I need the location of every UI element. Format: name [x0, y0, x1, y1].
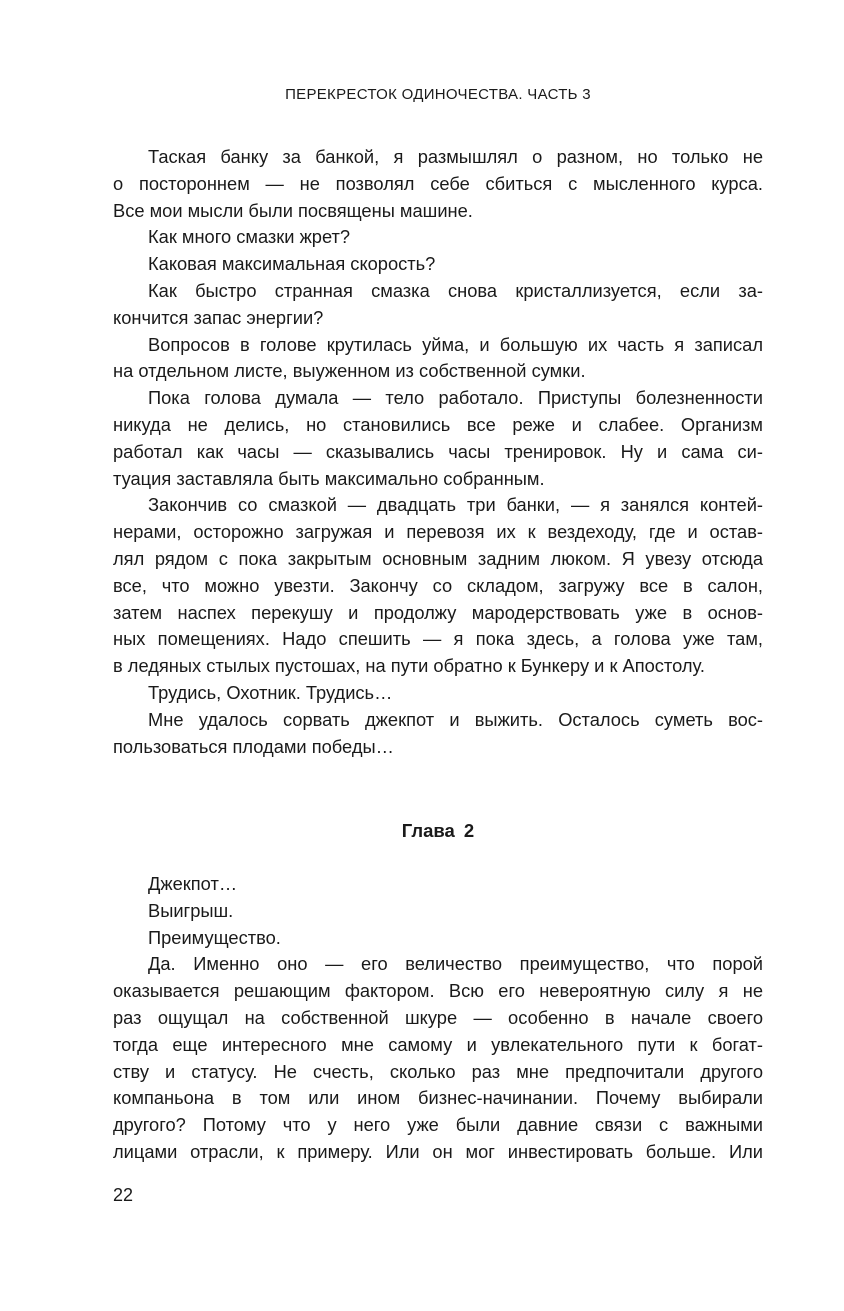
paragraph	[113, 492, 763, 680]
text-line: все, что можно увезти. Закончу со складом, загружу все в салон,	[113, 574, 763, 596]
text-line: Трудись, Охотник. Трудись…	[148, 681, 393, 703]
text-line: о постороннем — не позволял себе сбиться с мысленного курса.	[113, 172, 763, 194]
paragraph	[113, 707, 763, 761]
paragraph	[113, 385, 763, 492]
text-line: ных помещениях. Надо спешить — я пока здесь, а голова уже там,	[113, 628, 763, 650]
chapter-heading: Глава 2	[401, 820, 475, 841]
text-line: Каковая максимальная скорость?	[148, 253, 436, 275]
text-section-2	[113, 871, 763, 1166]
paragraph	[113, 898, 763, 925]
text-line: Все мои мысли были посвящены машине.	[113, 199, 473, 221]
text-line: Вопросов в голове крутилась уйма, и большую их часть я записал	[148, 333, 763, 355]
text-line: Джекпот…	[148, 873, 238, 894]
paragraph	[113, 680, 763, 707]
text-line: лял рядом с пока закрытым основным задним люком. Я увезу отсюда	[113, 547, 763, 569]
text-line: никуда не делись, но становились все реже и слабее. Организм	[113, 413, 763, 435]
paragraph	[113, 144, 763, 224]
paragraph	[113, 251, 763, 278]
text-line: Мне удалось сорвать джекпот и выжить. Осталось суметь вос-	[148, 708, 763, 730]
text-line: Закончив со смазкой — двадцать три банки, — я занялся контей-	[148, 494, 763, 516]
text-line: Таская банку за банкой, я размышлял о разном, но только не	[148, 146, 763, 167]
text-line: затем наспех перекушу и продолжу мародерствовать уже в основ-	[113, 601, 763, 623]
text-line: кончится запас энергии?	[113, 306, 324, 328]
text-line: тогда еще интересного мне самому и увлекательного пути к богат-	[113, 1033, 763, 1055]
text-line: туация заставляла быть максимально собранным.	[113, 467, 545, 489]
text-line: нерами, осторожно загружая и перевозя их к вездеходу, где и остав-	[113, 521, 763, 543]
text-line: лицами отрасли, к примеру. Или он мог инвестировать больше. Или	[113, 1140, 763, 1162]
paragraph	[113, 278, 763, 332]
text-line: на отдельном листе, выуженном из собственной сумки.	[113, 360, 586, 382]
text-line: компаньона в том или ином бизнес-начинании. Почему выбирали	[113, 1087, 763, 1109]
text-line: другого? Потому что у него уже были давние связи с важными	[113, 1114, 763, 1136]
text-line: Преимущество.	[148, 926, 281, 948]
paragraph	[113, 951, 763, 1165]
text-line: пользоваться плодами победы…	[113, 735, 394, 757]
paragraph	[113, 224, 763, 251]
text-line: работал как часы — сказывались часы тренировок. Ну и сама си-	[113, 440, 763, 462]
text-line: оказывается решающим фактором. Всю его невероятную силу я не	[113, 980, 763, 1002]
text-section-1	[113, 144, 763, 760]
running-header: ПЕРЕКРЕСТОК ОДИНОЧЕСТВА. ЧАСТЬ 3	[285, 86, 591, 103]
text-line: Да. Именно оно — его величество преимущество, что порой	[148, 953, 763, 975]
page-number: 22	[113, 1185, 134, 1205]
paragraph	[113, 871, 763, 898]
text-line: Пока голова думала — тело работало. Приступы болезненности	[148, 387, 763, 409]
text-line: Как быстро странная смазка снова кристаллизуется, если за-	[148, 279, 763, 301]
paragraph	[113, 925, 763, 952]
paragraph	[113, 332, 763, 386]
text-line: раз ощущал на собственной шкуре — особенно в начале своего	[113, 1006, 763, 1028]
text-line: ству и статусу. Не счесть, сколько раз мне предпочитали другого	[113, 1060, 763, 1082]
text-line: Выигрыш.	[148, 899, 234, 921]
text-line: в ледяных стылых пустошах, на пути обратно к Бункеру и к Апостолу.	[113, 655, 705, 677]
text-line: Как много смазки жрет?	[148, 226, 351, 248]
